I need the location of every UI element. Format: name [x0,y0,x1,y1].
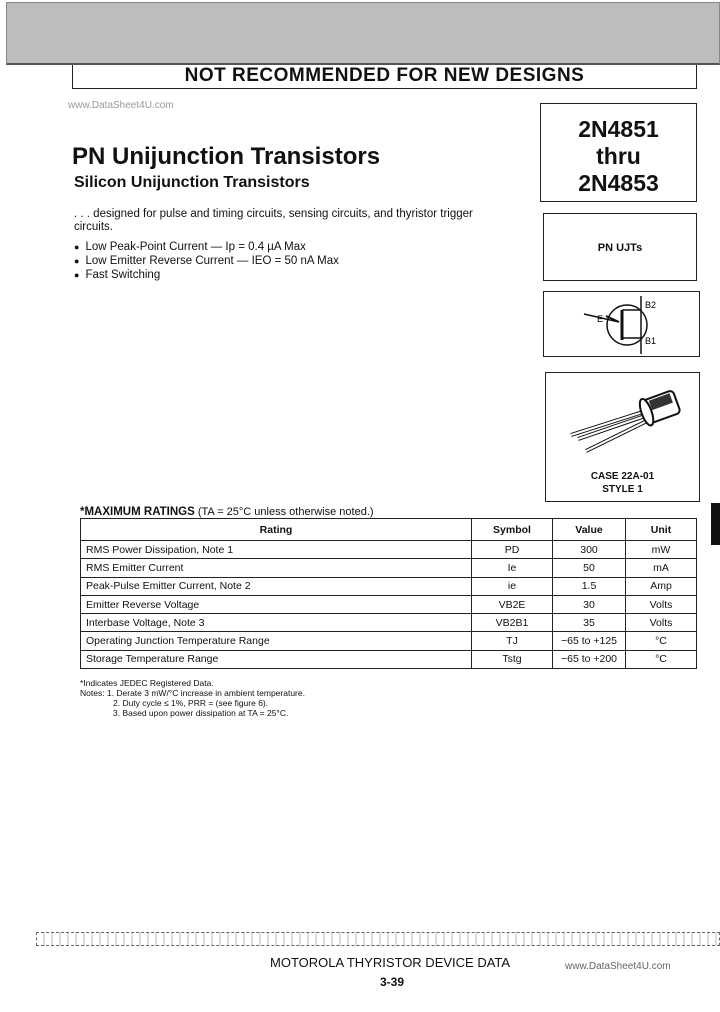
value-cell: 30 [553,595,626,613]
rating-cell: Operating Junction Temperature Range [81,632,472,650]
package-box [545,372,700,502]
part-number-end: 2N4853 [578,170,659,196]
feature-item: ● Low Emitter Reverse Current — IEO = 50 nA Max [74,254,339,268]
col-value: Value [553,519,626,541]
note-3: 3. Based upon power dissipation at TA = 25°C. [113,708,289,718]
ratings-heading: *MAXIMUM RATINGS [80,506,195,518]
value-cell: 50 [553,559,626,577]
rating-cell: Emitter Reverse Voltage [81,595,472,613]
feature-item: ● Low Peak-Point Current — Ip = 0.4 µA Max [74,240,339,254]
col-unit: Unit [626,519,697,541]
table-row [81,650,697,668]
base2-label: B2 [645,300,657,310]
schematic-symbol-box [543,291,700,357]
table-header-row [81,519,697,541]
table-row [81,559,697,577]
rating-cell: Peak-Pulse Emitter Current, Note 2 [81,577,472,595]
value-cell: −65 to +125 [553,632,626,650]
scan-header-bar [6,2,720,65]
rating-cell: RMS Power Dissipation, Note 1 [81,541,472,559]
note-1: Notes: 1. Derate 3 mW/°C increase in ambient temperature. [80,688,305,698]
notes [80,678,305,718]
symbol-cell: Ie [472,559,553,577]
col-symbol: Symbol [472,519,553,541]
description: . . . designed for pulse and timing circuits, sensing circuits, and thyristor trigger circuits. [74,208,473,233]
maximum-ratings-table [80,518,697,669]
symbol-cell: TJ [472,632,553,650]
jedec-note: *Indicates JEDEC Registered Data. [80,678,214,688]
rating-cell: Storage Temperature Range [81,650,472,668]
unit-cell: Volts [626,614,697,632]
scan-footer-strip [36,932,720,946]
style-label: STYLE 1 [602,484,643,495]
symbol-cell: VB2B1 [472,614,553,632]
unit-cell: °C [626,632,697,650]
watermark-link[interactable]: www.DataSheet4U.com [68,100,174,111]
section-tab [711,503,720,545]
to18-package-icon [546,373,699,463]
value-cell: 35 [553,614,626,632]
ujt-symbol-icon [544,292,699,356]
symbol-cell: VB2E [472,595,553,613]
ratings-condition: (TA = 25°C unless otherwise noted.) [197,506,374,518]
feature-list [74,240,339,282]
rating-cell: Interbase Voltage, Note 3 [81,614,472,632]
table-row [81,595,697,613]
table-row [81,632,697,650]
unit-cell: Amp [626,577,697,595]
part-number-box [540,103,697,202]
table-row [81,541,697,559]
symbol-cell: ie [472,577,553,595]
watermark-link[interactable]: www.DataSheet4U.com [565,961,671,972]
col-rating: Rating [81,519,472,541]
ratings-title [80,506,374,518]
feature-item: ● Fast Switching [74,268,339,282]
page-subtitle: Silicon Unijunction Transistors [74,174,310,191]
value-cell: 300 [553,541,626,559]
footer-title: MOTOROLA THYRISTOR DEVICE DATA [270,955,511,970]
unit-cell: Volts [626,595,697,613]
not-recommended-banner: NOT RECOMMENDED FOR NEW DESIGNS [72,65,697,89]
unit-cell: mW [626,541,697,559]
table-row [81,577,697,595]
device-type-box: PN UJTs [543,213,697,281]
value-cell: −65 to +200 [553,650,626,668]
part-number-start: 2N4851 [578,116,659,142]
note-2: 2. Duty cycle ≤ 1%, PRR = (see figure 6). [113,698,269,708]
table-row [81,614,697,632]
unit-cell: °C [626,650,697,668]
part-thru: thru [596,143,641,169]
symbol-cell: Tstg [472,650,553,668]
emitter-label: E [597,314,604,324]
symbol-cell: PD [472,541,553,559]
rating-cell: RMS Emitter Current [81,559,472,577]
case-label: CASE 22A-01 [590,471,655,482]
base1-label: B1 [645,336,657,346]
value-cell: 1.5 [553,577,626,595]
page-number: 3-39 [380,975,405,989]
unit-cell: mA [626,559,697,577]
page-title: PN Unijunction Transistors [72,143,381,170]
